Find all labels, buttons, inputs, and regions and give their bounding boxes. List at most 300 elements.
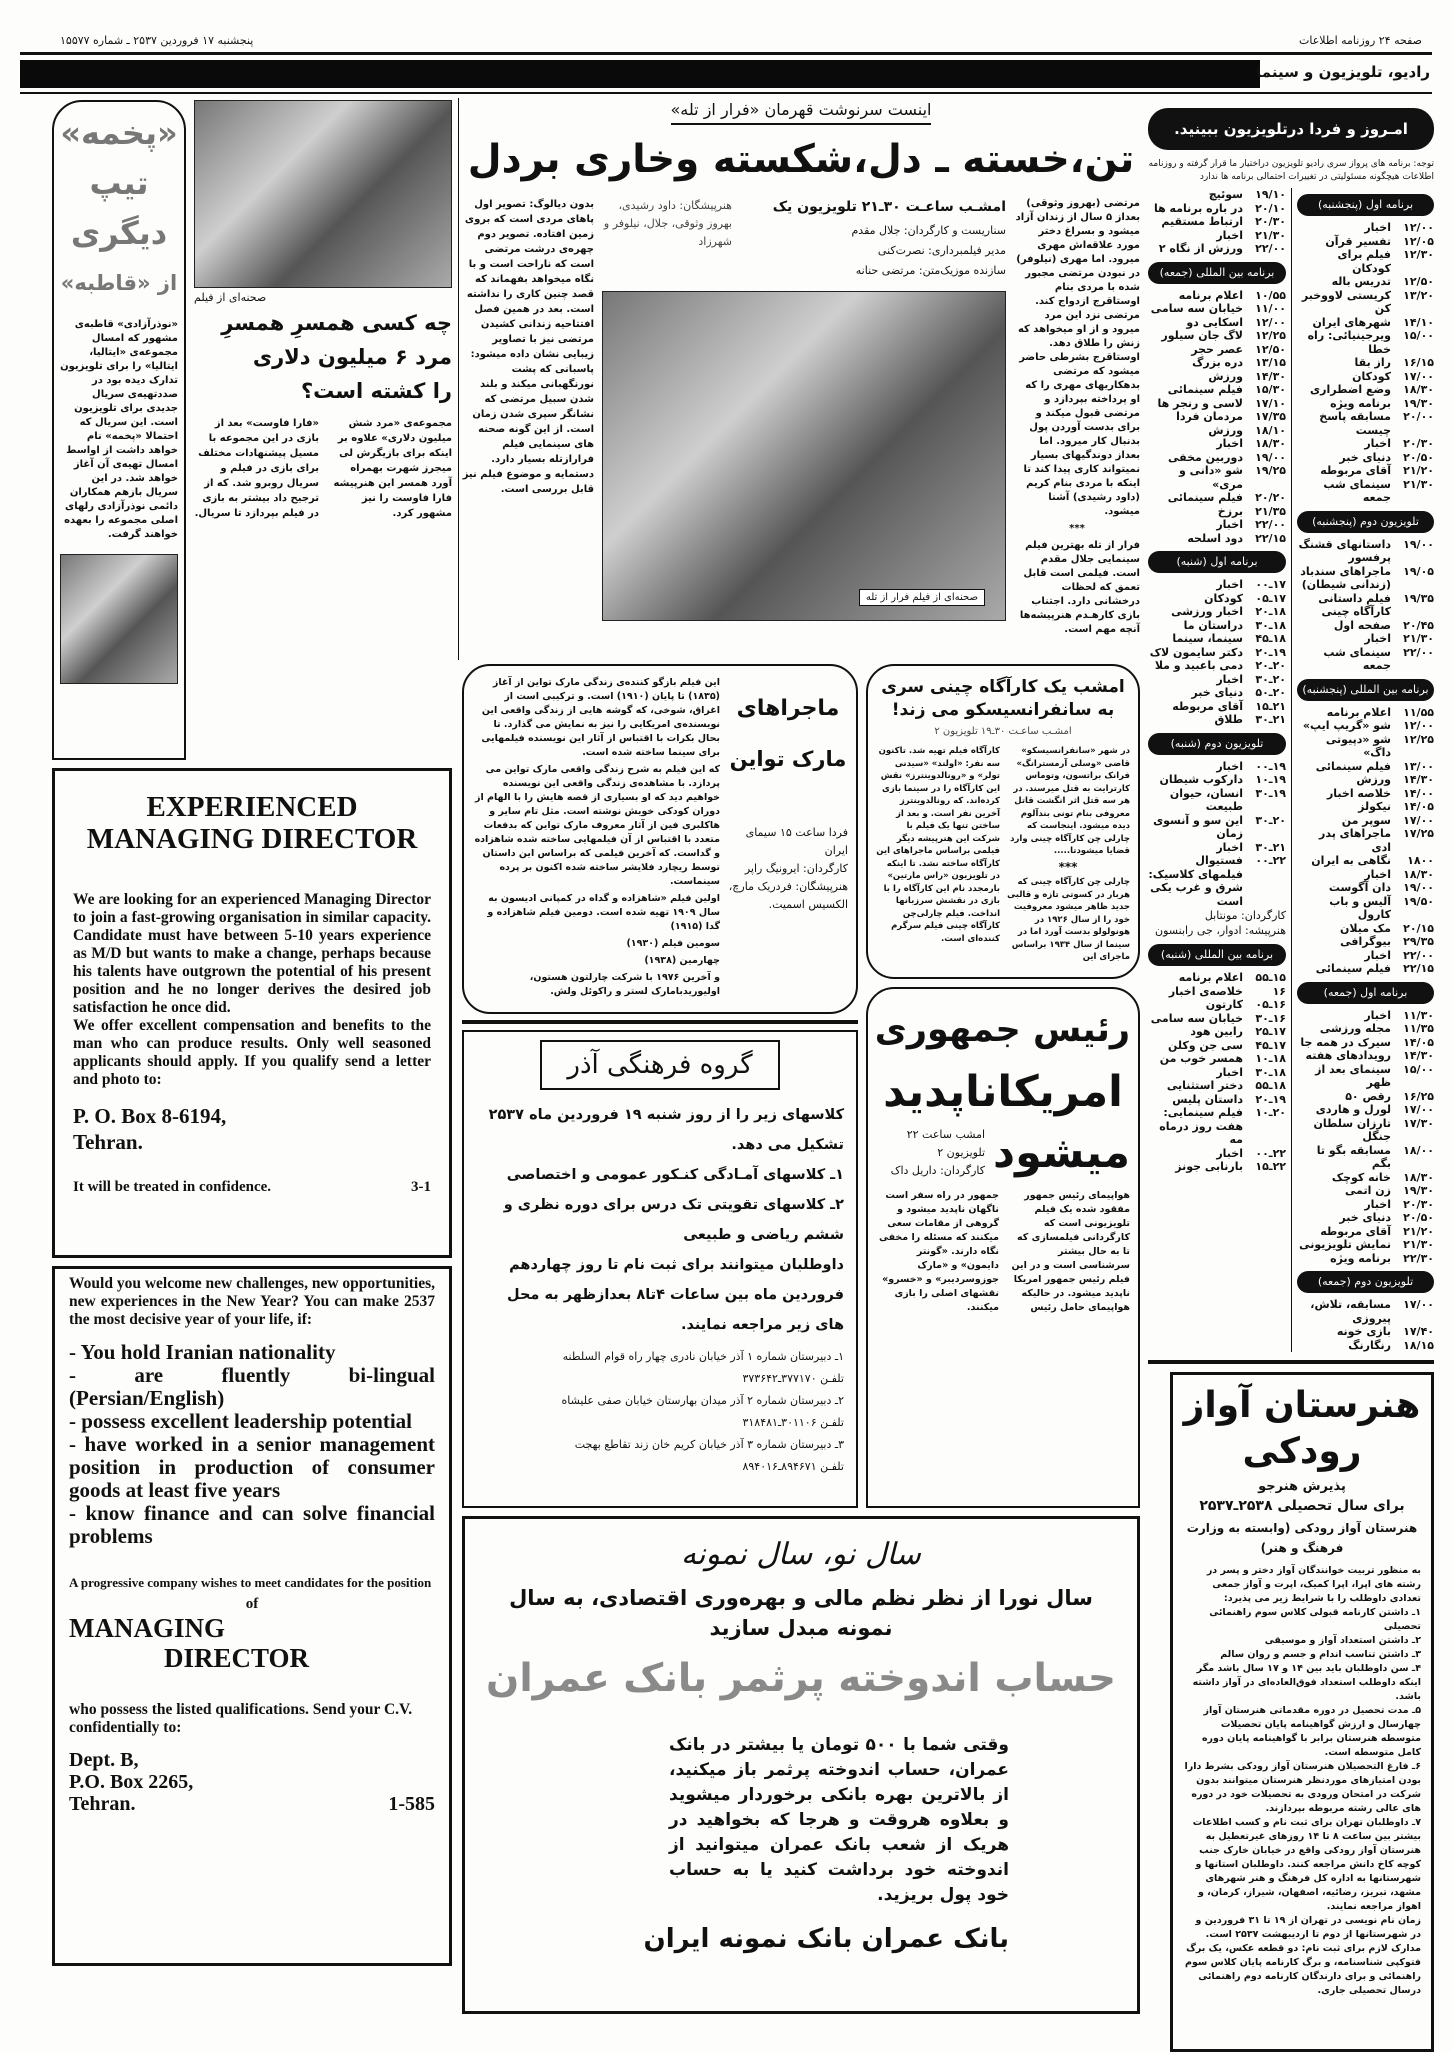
schedule-time: ۱۹/۳۵	[1403, 591, 1434, 605]
paragraph: که این فیلم به شرح زندگی واقعی مارک تواین می پردازد. با مشاهده‌ی زندگی واقعی این نویسنده خواهیم دید که او بسیاری از قصه هایش را با الهام از دوران کودکی خویش نوشته است. مثل تام سایر و هاکلبری فین از آثار معروف مارک تواین که بدفعات متعدد با اقتباس از آن فیلمهایی ساخته شده شاهزاده و گداست. که آخرین فیلمی که براساس این داستان توسط ریچارد فلایشر ساخته شده اکنون بر پرده سینماست.	[474, 764, 720, 887]
headline-line: چه کسی همسرِ همسرِ	[221, 311, 452, 335]
schedule-row	[1297, 619, 1434, 633]
schedule-row	[1297, 800, 1434, 814]
middle-right-stack	[866, 664, 1140, 1508]
schedule-time: ۲۰/۴۵	[1403, 618, 1434, 632]
schedule-row	[1148, 505, 1286, 519]
schedule-row	[1297, 1144, 1434, 1171]
schedule-program: سینما، سینما	[1172, 632, 1243, 645]
president-body: هواپیمای رئیس جمهور مفقود شده یک فیلم تلویزیونی است که کارگردانی فیلمسازی که تا به حال بیشتر سرشناسی است و در این فیلم رئیس جمهور امریکا ناپدید میشود. در حالیکه هواپیمای حامل رئیس جمهور در راه سفر است ناگهان ناپدید میشود و گروهی از مقامات سعی میکنند که مسئله را مخفی نگاه دارند. «گونتر دایمون» و «مارک جوزوسردیبر» و «خسرو» نقشهای اصلی را بازی میکنند.	[878, 1189, 1130, 1313]
branch-address: ۳ـ دبیرستان شماره ۳ آذر خیابان کریم خان زند تقاطع بهجت	[574, 1438, 844, 1451]
schedule-program: شهرهای ایران	[1312, 315, 1391, 329]
feature-title-1: «پخمه»	[60, 114, 178, 152]
schedule-time: ۱۳/۲۰	[1403, 288, 1434, 302]
schedule-row	[1148, 605, 1286, 619]
schedule-program: دود اسلحه	[1187, 531, 1243, 545]
schedule-program: دکتر سایمون لاک	[1149, 645, 1243, 659]
schedule-row	[1148, 316, 1286, 330]
paragraph: مرتضی (بهروز وثوقی) بعداز ۵ سال از زندان آزاد میشود و بسراغ دختر مورد علاقه‌اش مهری میرود. اما مهری (نیلوفر) در نبودن مرتضی مجبور شده با مردی بنام اوستاقرج ازدواج کند. مرتضی نزد این مرد میرود و از او میخواهد که زنش را طلاق دهد. اوستاقرج بشرطی حاضر میشود که مرتضی بدهکاریهای مهری را که او پرداخته بپردازد و مرتضی قبول میکند و برای بدست آوردن پول بدنبال کار میرود. اما بعداز دوندگیهای بسیار نمیتواند کاری پیدا کند تا اینکه با مردی بنام کریم (داود رشیدی) آشنا میشود.	[1015, 198, 1140, 517]
schedule-program: اخبار	[1216, 578, 1243, 591]
right-column	[1148, 102, 1434, 2052]
schedule-time: ۱۱/۵۵	[1403, 705, 1434, 719]
schedule-program: مک میلان	[1340, 921, 1391, 935]
schedule-program: ویرجینیائی: راه خطا	[1307, 329, 1391, 356]
president-schedule: امشب ساعت ۲۲ تلویزیون ۲	[906, 1127, 986, 1159]
schedule-divider	[1291, 188, 1292, 1352]
schedule-program: کودکان	[1352, 369, 1391, 383]
schedule-row	[1297, 773, 1434, 787]
schedule-row	[1148, 437, 1286, 451]
schedule-row	[1148, 592, 1286, 606]
schedule-row	[1148, 491, 1286, 505]
schedule-row	[1297, 1252, 1434, 1266]
schedule-row	[1148, 532, 1286, 546]
schedule-time: ۲۰/۱۰	[1255, 201, 1286, 215]
schedule-program: طلاق	[1214, 713, 1243, 726]
qualification-item: - are fluently bi-lingual (Persian/English)	[69, 1363, 435, 1410]
schedule-program: ورزش از نگاه ۲	[1158, 242, 1243, 255]
schedule-program: فیلم سینمائی	[1315, 759, 1391, 773]
schedule-program: سینمای شب جمعه	[1323, 477, 1391, 504]
schedule-row	[1297, 733, 1434, 760]
ad-body-1: We are looking for an experienced Managing Director to join a fast-growing organisation in similar capacity. Candidate must have between 5-10 years experience as M/D but wants to make a change, perhaps because his talents have outgrown the potential of his present position and he no longer derives the desired job satisfaction he once did.	[73, 891, 431, 1016]
schedule-time: ۱۴/۰۵	[1403, 1035, 1434, 1049]
rudaki-condition: ۵ـ مدت تحصیل در دوره مقدماتی هنرستان آواز چهارسال و ارزش گواهینامه پایان تحصیلات متوسطه هنرستان برابر با گواهینامه پایان دوره کامل متوسطه است.	[1201, 1705, 1421, 1758]
schedule-program: تدریس باله	[1331, 275, 1391, 288]
schedule-program: اخبار	[1364, 437, 1391, 450]
credit: سازنده موزیک‌متن: مرتضی حنانه	[855, 264, 1006, 277]
schedule-time: ۱۲/۲۵	[1255, 329, 1286, 342]
schedule-row	[1297, 760, 1434, 774]
address-line: Tehran.	[69, 1793, 136, 1815]
schedule-time: ۱۷/۴۰	[1403, 1325, 1434, 1338]
schedule-section-header: برنامه بین المللی (شنبه)	[1148, 944, 1286, 966]
schedule-row	[1297, 383, 1434, 397]
schedule-row	[1148, 713, 1286, 727]
schedule-row	[1148, 370, 1286, 384]
rudaki-year: برای سال تحصیلی ۲۵۳۸ـ۲۵۳۷	[1199, 1498, 1405, 1514]
rule	[1148, 1360, 1434, 1364]
schedule-program: صفحه اول	[1333, 618, 1391, 632]
schedule-row	[1297, 289, 1434, 316]
bank-slogan: سال نو، سال نمونه	[681, 1537, 921, 1572]
schedule-program: اخبار	[1216, 672, 1243, 686]
schedule-time: ۲۱ـ۳۰	[1255, 840, 1286, 854]
schedule-time: ۱۷/۱۰	[1255, 396, 1286, 410]
confidential-note: It will be treated in confidence.	[73, 1179, 272, 1195]
schedule-row	[1297, 451, 1434, 465]
schedule-time: ۱۸/۳۰	[1255, 437, 1286, 450]
tv-banner-text: امـروز و فردا درتلویزیون ببینید.	[1174, 120, 1408, 138]
schedule-row	[1148, 998, 1286, 1012]
story-cast: هنرپیشگان: داود رشیدی، بهروز وثوقی، جلال، نیلوفر و شهرزاد	[603, 199, 732, 248]
schedule-row	[1148, 578, 1286, 592]
paragraph: و آخرین ۱۹۷۶ با شرکت چارلتون هستون، اولیوریدبامارک لستر و راکوئل ولش.	[529, 972, 720, 997]
schedule-program: عصر حجر	[1191, 342, 1243, 356]
story-schedule: امشـب ساعـت ۳۰ـ۲۱ تلویزیون یک	[772, 199, 1006, 215]
schedule-program: دنیای خبر	[1191, 686, 1243, 699]
schedule-program: خلاصه‌ی اخبار	[1168, 984, 1243, 998]
schedule-program: سوپر من	[1341, 813, 1391, 827]
schedule-time: ۱۸/۰۰	[1403, 1143, 1434, 1157]
schedule-row	[1148, 787, 1286, 814]
azar-title: گروه فرهنگی آذر	[540, 1040, 780, 1090]
schedule-time: ۱۸ـ۲۰	[1255, 605, 1286, 618]
schedule-time: ۱۲/۰۵	[1403, 234, 1434, 248]
schedule-row	[1297, 1103, 1434, 1117]
schedule-time: ۲۲ـ۰۰	[1255, 1146, 1286, 1160]
schedule-time: ۱۹ـ۰۰	[1255, 759, 1286, 773]
ad-experienced-managing-director	[52, 768, 452, 1258]
schedule-row	[1297, 868, 1434, 882]
schedule-time: ۲۲/۰۰	[1403, 948, 1434, 962]
schedule-credit: کارگردان: مونتابل	[1204, 909, 1286, 922]
schedule-program: بازی خونه	[1336, 1325, 1391, 1338]
schedule-time: ۱۷ـ۰۵	[1255, 591, 1286, 605]
middle-row	[462, 664, 1140, 1508]
schedule-program: مجله ورزشی	[1319, 1022, 1391, 1035]
schedule-row	[1297, 221, 1434, 235]
schedule-row	[1148, 985, 1286, 999]
schedule-time: ۲۱/۲۰	[1403, 464, 1434, 477]
address-line: P. O. Box 8-6194,	[73, 1104, 227, 1128]
story-center	[602, 197, 1006, 621]
main-story	[462, 98, 1140, 664]
schedule-row	[1148, 632, 1286, 646]
rudaki-conditions	[1183, 1606, 1421, 1998]
rudaki-intro: به منظور تربیت خوانندگان آواز دختر و پسر در رشته های اپرا، اپرا کمیک، اپرت و آواز جمعی تعدادی داوطلب را با شرایط زیر می پذیرد:	[1206, 1565, 1421, 1604]
schedule-row	[1148, 773, 1286, 787]
schedule-time: ۱۸/۱۵	[1403, 1338, 1434, 1352]
schedule-program: وضع اضطراری	[1310, 383, 1391, 396]
ad-body-2: We offer excellent compensation and benefits to the man who can produce results. Only well seasoned applicants should apply. If you qualify send a letter and photo to:	[73, 1017, 431, 1088]
qualifications-list	[69, 1341, 435, 1548]
schedule-program: آقای مربوطه	[1172, 699, 1243, 713]
schedule-row	[1297, 1225, 1434, 1239]
schedule-time: ۱۹/۳۰	[1403, 1184, 1434, 1197]
schedule-program: تارزان سلطان جنگل	[1313, 1116, 1391, 1143]
tv-schedule-right-column	[1294, 188, 1434, 1352]
ad-code: 1-585	[388, 1793, 435, 1815]
pakhme-feature	[52, 100, 186, 760]
schedule-row	[1297, 1049, 1434, 1063]
schedule-program: سینمای شب جمعه	[1323, 645, 1391, 672]
schedule-row	[1148, 410, 1286, 424]
schedule-row	[1148, 343, 1286, 357]
schedule-row	[1148, 1025, 1286, 1039]
header-black-bar	[20, 60, 1260, 88]
schedule-program: اخبار	[1216, 1146, 1243, 1160]
schedule-program: نگاهی به ایران	[1311, 854, 1391, 867]
schedule-section-header: تلویزیون دوم (پنجشنبه)	[1297, 511, 1434, 533]
schedule-credit: هنرپیشه: ادوار، جی رابنسون	[1155, 924, 1286, 937]
of-word: of	[245, 1596, 259, 1612]
schedule-row	[1297, 1211, 1434, 1225]
schedule-row	[1297, 316, 1434, 330]
schedule-row	[1148, 1106, 1286, 1147]
schedule-time: ۱۸ـ۳۰	[1255, 618, 1286, 632]
schedule-row	[1148, 1079, 1286, 1093]
schedule-program: سیرک در همه جا	[1300, 1035, 1391, 1049]
schedule-program: اخبار	[1364, 1197, 1391, 1211]
schedule-row	[1297, 719, 1434, 733]
schedule-row	[1297, 1009, 1434, 1023]
schedule-row	[1148, 242, 1286, 256]
schedule-time: ۲۰/۵۰	[1403, 1211, 1434, 1224]
schedule-time: ۲۰/۳۰	[1403, 437, 1434, 450]
schedule-row	[1297, 478, 1434, 505]
credit: سناریست و کارگردان: جلال مقدم	[851, 224, 1006, 237]
schedule-row	[1148, 202, 1286, 216]
schedule-row	[1297, 538, 1434, 565]
schedule-program: اخبار	[1216, 840, 1243, 854]
schedule-time: ۲۰/۵۰	[1403, 450, 1434, 464]
schedule-row	[1297, 646, 1434, 673]
page-label: صفحه ۲۴ روزنامه اطلاعات	[1298, 34, 1422, 47]
twain-side	[728, 676, 848, 1002]
schedule-program: اخبار	[1216, 1065, 1243, 1079]
schedule-time: ۱۹/۲۵	[1255, 464, 1286, 477]
schedule-time: ۱۱/۰۰	[1255, 302, 1286, 315]
schedule-program: شو «دپیوتی داگ»	[1325, 732, 1391, 759]
schedule-time: ۱۷/۰۰	[1403, 813, 1434, 827]
schedule-row	[1297, 464, 1434, 478]
schedule-program: نیکولز	[1358, 800, 1391, 813]
schedule-time: ۱۲/۰۰	[1403, 719, 1434, 732]
schedule-program: انسان، حیوان طبیعت	[1169, 786, 1243, 813]
schedule-program: رقص ۵۰	[1345, 1089, 1391, 1103]
schedule-time: ۱۸ـ۳۰	[1255, 1065, 1286, 1079]
schedule-program: اسکایی دو	[1186, 315, 1243, 329]
schedule-row	[1297, 1090, 1434, 1104]
schedule-time: ۲۹/۳۵	[1403, 935, 1434, 948]
schedule-time: ۲۲/۰۰	[1255, 242, 1286, 255]
schedule-time: ۲۱/۲۰	[1403, 1224, 1434, 1238]
film-still-caption: صحنه‌ای از فیلم فرار از تله	[859, 589, 985, 606]
ad-intro: Would you welcome new challenges, new opportunities, new experiences in the New Year? You can make 2537 the most decisive year of your life, if:	[69, 1275, 435, 1328]
schedule-section-header: برنامه بین المللی (جمعه)	[1148, 262, 1286, 284]
schedule-program: اخبار	[1364, 1008, 1391, 1022]
qualification-item: - You hold Iranian nationality	[69, 1340, 336, 1364]
president-headline: امریکاناپدید	[883, 1066, 1123, 1117]
schedule-time: ۱۹/۳۰	[1403, 396, 1434, 410]
schedule-row	[1297, 1063, 1434, 1090]
schedule-time: ۱۸/۱۰	[1255, 423, 1286, 437]
schedule-time: ۱۹/۱۰	[1255, 188, 1286, 201]
paragraph: اولین فیلم «شاهزاده و گداه در کمپانی ادیسون به سال ۱۹۰۹ تهیه شده است. دومین فیلم شاهزاده و گدا (۱۹۱۵)	[487, 893, 720, 932]
schedule-time: ۲۱/۳۰	[1403, 632, 1434, 645]
twain-title: ماجراهای	[736, 696, 840, 721]
schedule-row	[1297, 1117, 1434, 1144]
rudaki-condition: ۷ـ داوطلبان تهران برای ثبت نام و کسب اطلاعات بیشتر بین ساعت ۸ تا ۱۴ روزهای غیرتعطیل به هنرستان آواز رودکی واقع در خیابان خارک جنب کوچه کاخ دانش مراجعه کنند. داوطلبان استانها و شهرستانها به اداره کل فرهنگ و هنر شهرهای مشهد، تبریز، رضائیه، اصفهان، شیراز، کرمان، و اهواز مراجعه نمایند.	[1192, 1817, 1421, 1912]
schedule-time: ۱۵/۰۰	[1403, 329, 1434, 342]
schedule-time: ۱۵ـ۵۵	[1255, 971, 1286, 984]
story-col-left: بدون دیالوگ: تصویر اول پاهای مردی است که بروی زمین افتاده. تصویر دوم چهره‌ی درشت مرتضی است که ناراحت است و با نگاه میخواهد بفهماند که قصد چنین کاری را نداشته است. بعد در همین فصل افتتاحیه زندانی کشیدن مرتضی نیز با تصاویر زیبایی نشان داده میشود: پاسبانی که پشت نورنگهبانی میکند و بلند شدن سبیل مرتضی که نشانگر سپری شدن زمان است. از این گونه صحنه های سینمایی فیلم فرارازتله بسیار دارد. دستمایه و موضوع فیلم نیز قابل بررسی است.	[462, 199, 594, 495]
schedule-row	[1148, 518, 1286, 532]
schedule-program: دارکوب شیطان	[1159, 773, 1243, 786]
schedule-section-header: برنامه اول (پنجشنبه)	[1297, 194, 1434, 216]
schedule-time: ۱۴/۰۵	[1403, 800, 1434, 813]
rudaki-condition: ۴ـ سن داوطلبان باید بین ۱۴ و ۱۷ سال باشد مگر اینکه داوطلب استعداد فوق‌العاده‌ای در آواز داشته باشد.	[1192, 1663, 1421, 1702]
schedule-row	[1297, 854, 1434, 868]
feature-title-3: دیگری	[70, 214, 168, 252]
schedule-row	[1297, 962, 1434, 976]
schedule-time: ۲۱/۳۰	[1403, 477, 1434, 491]
schedule-row	[1297, 949, 1434, 963]
schedule-time: ۱۴/۱۰	[1403, 315, 1434, 329]
schedule-program: فیلم سینمائی	[1167, 383, 1243, 396]
schedule-time: ۱۶/۱۵	[1403, 356, 1434, 369]
schedule-row	[1148, 1147, 1286, 1161]
schedule-program: رابین هود	[1190, 1025, 1243, 1038]
schedule-time: ۱۹/۰۰	[1403, 881, 1434, 894]
schedule-program: اخبار	[1364, 867, 1391, 881]
schedule-program: فستیوال فیلمهای کلاسیک: شرق و غرب یکی است	[1148, 854, 1243, 908]
schedule-program: آلیس و باب کارول	[1329, 894, 1391, 921]
schedule-time: ۲۰/۱۵	[1403, 921, 1434, 935]
position-title-2: DIRECTOR	[164, 1643, 310, 1673]
schedule-row	[1148, 215, 1286, 229]
schedule-row	[1297, 565, 1434, 592]
schedule-row	[1297, 881, 1434, 895]
bank-omran-ad	[462, 1516, 1140, 2014]
schedule-program: سی جن وکلن	[1167, 1038, 1243, 1052]
schedule-row	[1297, 632, 1434, 646]
header-rule	[20, 52, 1432, 55]
azar-item: ۱ـ کلاسهای آمـادگی کنـکور عمومی و اختصاصی	[506, 1167, 844, 1183]
schedule-row	[1297, 1238, 1434, 1252]
photo-caption: صحنه‌ای از فیلم	[194, 291, 267, 304]
schedule-program: مردمان فردا	[1176, 410, 1243, 423]
schedule-time: ۱۴/۰۰	[1403, 786, 1434, 800]
schedule-time: ۲۰/۳۰	[1403, 1197, 1434, 1211]
farrah-col-right: مجموعه‌ی «مرد شش میلیون دلاری» علاوه بر اینکه برای بازیگرش لی میجرز شهرت بهمراه آورد همسر این هنرپیشه فارا فاوست را نیز مشهور کرد.	[333, 418, 452, 519]
azar-note: داوطلبان میتوانند برای ثبت نام تا روز چهاردهم فروردین ماه بین ساعات ۴تا۸ بعدازظهر به محل های زیر مراجعه نمایند.	[507, 1257, 844, 1333]
schedule-row	[1297, 935, 1434, 949]
schedule-row	[1148, 619, 1286, 633]
schedule-row	[1297, 922, 1434, 936]
twain-info: کارگردان: ایرونیگ راپر	[744, 862, 848, 875]
schedule-row	[1148, 397, 1286, 411]
schedule-time: ۱۷/۰۰	[1403, 1298, 1434, 1311]
schedule-time: ۲۰ـ۲۰	[1255, 659, 1286, 672]
schedule-program: دان آگوست	[1328, 881, 1391, 894]
azar-intro: کلاسهای زیر را از روز شنبه ۱۹ فروردین ماه ۲۵۳۷ تشکیل می دهد.	[488, 1107, 844, 1153]
schedule-row	[1297, 1036, 1434, 1050]
schedule-program: داستان پلیس	[1172, 1092, 1243, 1106]
schedule-program: اخبار ورزشی	[1171, 605, 1243, 618]
rudaki-condition: ۶ـ فارغ التحصیلان هنرستان آواز رودکی بشرط دارا بودن امتیازهای موردنظر هنرستان میتوانند بدون شرکت در امتحان ورودی به تحصیلات خود در دوره های عالی رشته مربوطه بپردازند.	[1184, 1761, 1421, 1814]
schedule-time: ۲۰ـ۵۰	[1255, 686, 1286, 699]
story-columns	[462, 197, 1140, 640]
schedule-program: این سو و آنسوی زمان	[1153, 813, 1243, 840]
schedule-time: ۲۱/۳۰	[1255, 228, 1286, 242]
schedule-row	[1297, 1325, 1434, 1339]
schedule-program: رویدادهای هفته	[1305, 1049, 1391, 1062]
schedule-program: بارنابی جونز	[1175, 1160, 1243, 1173]
schedule-time: ۱۹ـ۲۰	[1255, 1092, 1286, 1106]
paragraph: چهارمین (۱۹۳۸)	[644, 955, 720, 966]
rudaki-org: هنرستان آواز رودکی (وابسته به وزارت فرهنگ و هنر)	[1186, 1521, 1418, 1555]
paragraph: فرار از تله بهترین فیلم سینمایی جلال مقدم است. فیلمی است قابل تعمق که لحظات درخشانی دارد. اجتناب بازی کارهـدم هنرپیشه‌ها آنچه مهم است.	[1019, 540, 1140, 635]
middle-column	[462, 98, 1140, 2014]
schedule-time: ۱۹ـ۳۰	[1255, 786, 1286, 800]
schedule-row	[1148, 188, 1286, 202]
schedule-time: ۱۸/۳۰	[1403, 383, 1434, 396]
schedule-program: اعلام برنامه	[1178, 971, 1243, 984]
schedule-row	[1148, 686, 1286, 700]
schedule-program: لاگ جان سیلور	[1161, 329, 1243, 342]
schedule-time: ۲۰/۰۰	[1403, 410, 1434, 423]
schedule-time: ۲۰/۲۰	[1255, 491, 1286, 504]
schedule-row	[1148, 229, 1286, 243]
farrah-headline	[194, 306, 452, 408]
schedule-time: ۱۹/۵۰	[1403, 894, 1434, 908]
rudaki-condition: ۳ـ داشتن تناسب اندام و جسم و روان سالم	[1220, 1649, 1421, 1660]
story-headline: تن،خسته ـ دل،شکسته وخاری بردل	[467, 137, 1135, 182]
mark-twain-box	[462, 664, 858, 1014]
schedule-program: برنامه ویژه	[1330, 1251, 1391, 1265]
schedule-row	[1297, 827, 1434, 854]
schedule-time: ۱۷ـ۰۰	[1255, 578, 1286, 591]
middle-left-stack	[462, 664, 858, 1508]
qualification-item: - possess excellent leadership potential	[69, 1409, 412, 1433]
president-headline: رئیس جمهوری	[874, 1009, 1130, 1050]
schedule-time: ۱۶/۲۵	[1403, 1089, 1434, 1103]
separator-stars: ***	[1058, 859, 1078, 874]
schedule-program: فیلم داستانی کارآگاه چینی	[1318, 591, 1391, 618]
section-title: رادیو، تلویزیون و سینما	[1256, 63, 1430, 81]
schedule-row	[1148, 841, 1286, 855]
schedule-time: ۱۸۰۰	[1407, 854, 1434, 867]
story-col-right: مرتضی (بهروز وثوقی) بعداز ۵ سال از زندان آزاد میشود و بسراغ دختر مورد علاقه‌اش مهری میرود. اما مهری (نیلوفر) در نبودن مرتضی مجبور شده با مردی بنام اوستاقرج ازدواج کند. مرتضی نزد این مرد میرود و از او میخواهد که زنش را طلاق دهد. اوستاقرج بشرطی حاضر میشود که مرتضی بدهکاریهای مهری را که او پرداخته بپردازد و مرتضی قبول میکند و برای بدست آوردن پول بدنبال کار میرود. اما بعداز دوندگیهای بسیار نمیتواند کاری پیدا کند تا اینکه با مردی بنام کریم (داود رشیدی) آشنا میشود. *** فرار از تله بهترین فیلم سینمایی جلال مقدم است. فیلمی است قابل تعمق که لحظات درخشانی دارد. اجتناب بازی کارهـدم هنرپیشه‌ها آنچه مهم است.	[1015, 198, 1140, 635]
schedule-time: ۱۶ـ۳۰	[1255, 1011, 1286, 1025]
paragraph: چارلی چن کارآگاه چینی که هربار در کسوتی تازه و قالبی جدید ظاهر میشود معروفیت خود را از سال ۱۹۲۶ در هونولولو بدست آورد اما در سینما از سال ۱۹۳۴ براساس ماجرای این	[1007, 877, 1130, 962]
schedule-time: ۱۷/۰۰	[1403, 369, 1434, 383]
schedule-time: ۱۸/۳۰	[1403, 867, 1434, 881]
schedule-time: ۱۲/۲۵	[1403, 732, 1434, 746]
schedule-row	[1297, 1198, 1434, 1212]
schedule-row	[1148, 1066, 1286, 1080]
schedule-row	[1148, 971, 1286, 985]
schedule-row	[1148, 760, 1286, 774]
headline-line: را کشته است؟	[300, 379, 452, 403]
schedule-program: فیلم برای کودکان	[1337, 248, 1391, 275]
schedule-program: برزخ	[1217, 504, 1243, 518]
schedule-program: لاسی و رنجر ها	[1157, 396, 1243, 410]
schedule-program: نمایش تلویزیونی	[1299, 1238, 1391, 1251]
schedule-row	[1148, 1093, 1286, 1107]
address-line: P.O. Box 2265,	[69, 1771, 194, 1793]
chan-schedule: امشـب ساعـت ۳۰ـ۱۹ تلویزیون ۲	[934, 726, 1072, 737]
schedule-program: اعلام برنامه	[1326, 705, 1391, 719]
issue-date: پنجشنبه ۱۷ فروردین ۲۵۳۷ ـ شماره ۱۵۵۷۷	[60, 34, 254, 47]
twain-title: مارک تواین	[729, 747, 847, 771]
schedule-program: شو «دانی و مری»	[1179, 464, 1243, 491]
schedule-time: ۱۹/۰۵	[1403, 564, 1434, 578]
schedule-row	[1148, 302, 1286, 316]
schedule-row	[1297, 410, 1434, 437]
schedule-program: آقای مربوطه	[1320, 1224, 1391, 1238]
bank-signature: بانک عمران بانک نمونه ایران	[643, 1924, 1009, 1954]
schedule-program: خیابان سه سامی	[1150, 1011, 1243, 1025]
schedule-row	[1297, 1298, 1434, 1325]
schedule-row	[1148, 356, 1286, 370]
film-still-photo	[602, 291, 1006, 621]
schedule-time: ۲۲ـ۱۵	[1255, 1160, 1286, 1173]
story-credits	[740, 221, 1006, 281]
schedule-time: ۱۳/۰۰	[1403, 759, 1434, 773]
